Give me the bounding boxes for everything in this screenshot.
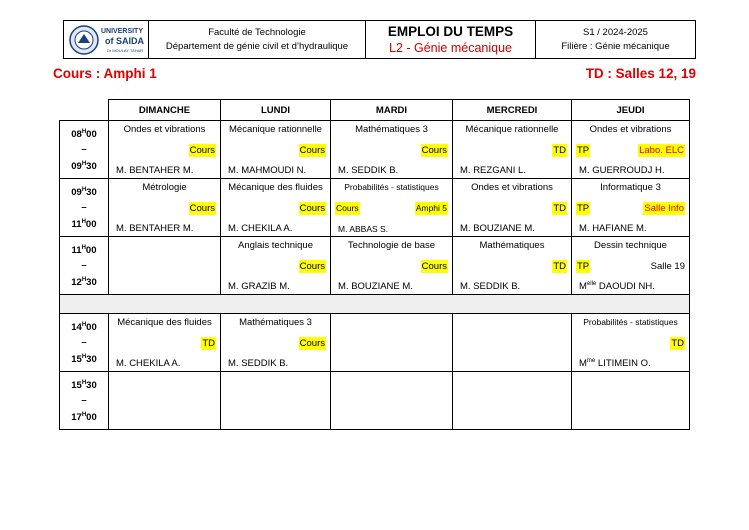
- subject: Probabilités - statistiques: [583, 317, 678, 327]
- session-type-badge: Cours: [299, 261, 325, 272]
- department-name: Département de génie civil et d’hydraulique: [165, 40, 349, 52]
- subject: Informatique 3: [600, 182, 661, 193]
- page-subtitle: L2 - Génie mécanique: [389, 40, 512, 55]
- empty-cell: [221, 372, 331, 430]
- room-label: Salle 19: [650, 261, 685, 272]
- day-header: MARDI: [331, 100, 453, 121]
- day-header: JEUDI: [572, 100, 690, 121]
- subject: Probabilités - statistiques: [344, 182, 439, 192]
- time-slot-row: [60, 121, 690, 179]
- corner-cell: [60, 100, 109, 121]
- class-cell: [221, 237, 331, 295]
- class-cell: [221, 179, 331, 237]
- empty-cell: [331, 314, 453, 372]
- university-seal-icon: [67, 23, 145, 57]
- subject: Anglais technique: [238, 240, 313, 251]
- empty-cell: [453, 372, 572, 430]
- class-cell: [221, 314, 331, 372]
- time-slot-row: [60, 314, 690, 372]
- teacher: M. MAHMOUDI N.: [228, 165, 307, 176]
- teacher: M. REZGANI L.: [460, 165, 526, 176]
- faculty-name: Faculté de Technologie: [208, 26, 306, 38]
- class-cell: [109, 121, 221, 179]
- teacher: $M^{elle}$ DAOUDI NH.: [579, 280, 655, 292]
- subject: Mathématiques: [479, 240, 545, 251]
- room-badge: Salle Info: [644, 203, 684, 214]
- session-type-badge: Cours: [189, 145, 215, 156]
- subject: Mécanique rationnelle: [229, 124, 322, 135]
- subject: Mécanique des fluides: [228, 182, 323, 193]
- session-type-badge: Cours: [421, 261, 447, 272]
- break-cell: [60, 295, 690, 314]
- session-type-badge: TD: [202, 338, 215, 349]
- time-slot-row: [60, 372, 690, 430]
- subject: Métrologie: [142, 182, 187, 193]
- class-cell: [453, 179, 572, 237]
- empty-cell: [331, 372, 453, 430]
- class-cell: [109, 179, 221, 237]
- day-header-row: [60, 100, 690, 121]
- room-badge: Amphi 5: [415, 203, 447, 213]
- session-type-badge: Cours: [299, 338, 325, 349]
- subject: Dessin technique: [594, 240, 667, 251]
- class-cell: [453, 121, 572, 179]
- class-cell: [331, 237, 453, 295]
- teacher: M. GRAZIB M.: [228, 281, 290, 292]
- teacher: M. CHEKILA A.: [116, 358, 181, 369]
- svg-text:of SAIDA: of SAIDA: [105, 35, 144, 46]
- teacher: M. CHEKILA A.: [228, 223, 293, 234]
- session-type-badge: Cours: [421, 145, 447, 156]
- time-slot-row: [60, 179, 690, 237]
- session-type-badge: TD: [553, 203, 566, 214]
- header-block: [63, 20, 696, 59]
- teacher: M. BENTAHER M.: [116, 223, 194, 234]
- teacher: M. ABBAS S.: [338, 224, 389, 234]
- teacher: M. SEDDIK B.: [338, 165, 399, 176]
- time-cell: $15^H30$ – $17^H00$: [60, 372, 109, 430]
- class-cell: [221, 121, 331, 179]
- teacher: M. HAFIANE M.: [579, 223, 647, 234]
- session-type-badge: Cours: [336, 203, 359, 213]
- session-type-badge: TD: [553, 145, 566, 156]
- semester: S1 / 2024-2025: [583, 26, 648, 38]
- room-badge: Labo. ELC: [639, 145, 684, 156]
- svg-text:UNIVERSITY: UNIVERSITY: [101, 27, 144, 35]
- class-cell: [109, 314, 221, 372]
- class-cell: [572, 121, 690, 179]
- session-type-badge: TP: [577, 203, 590, 214]
- teacher: M. BOUZIANE M.: [338, 281, 413, 292]
- svg-text:Dr MOULAY TAHAR: Dr MOULAY TAHAR: [107, 47, 144, 53]
- day-header: LUNDI: [221, 100, 331, 121]
- session-type-badge: TD: [671, 338, 684, 349]
- teacher: M. GUERROUDJ H.: [579, 165, 665, 176]
- subject: Mécanique rationnelle: [465, 124, 559, 135]
- class-cell: [453, 237, 572, 295]
- time-cell: $08^H00$ – $09^H30$: [60, 121, 109, 179]
- timetable: [59, 99, 690, 430]
- teacher: M. SEDDIK B.: [460, 281, 521, 292]
- class-cell: [572, 179, 690, 237]
- empty-cell: [109, 372, 221, 430]
- td-location: TD : Salles 12, 19: [585, 66, 696, 81]
- university-logo: [64, 21, 149, 58]
- cours-location: Cours : Amphi 1: [53, 66, 157, 81]
- class-cell: [331, 121, 453, 179]
- subject: Mathématiques 3: [239, 317, 312, 328]
- subject: Ondes et vibrations: [471, 182, 553, 193]
- class-cell: [572, 237, 690, 295]
- break-row: [60, 295, 690, 314]
- session-type-badge: Cours: [299, 145, 325, 156]
- time-cell: $09^H30$ – $11^H00$: [60, 179, 109, 237]
- empty-cell: [109, 237, 221, 295]
- class-cell: [572, 314, 690, 372]
- session-type-badge: TP: [577, 261, 590, 272]
- time-cell: $11^H00$ – $12^H30$: [60, 237, 109, 295]
- session-type-badge: Cours: [299, 203, 325, 214]
- teacher: $M^{me}$ LITIMEIN O.: [579, 357, 651, 369]
- subject: Mécanique des fluides: [117, 317, 212, 328]
- time-cell: $14^H00$ – $15^H30$: [60, 314, 109, 372]
- subject: Mathématiques 3: [355, 124, 428, 135]
- subject: Technologie de base: [347, 240, 436, 251]
- day-header: DIMANCHE: [109, 100, 221, 121]
- teacher: M. BOUZIANE M.: [460, 223, 535, 234]
- session-type-badge: TP: [577, 145, 590, 156]
- day-header: MERCREDI: [453, 100, 572, 121]
- time-slot-row: [60, 237, 690, 295]
- subject: Ondes et vibrations: [123, 124, 206, 135]
- session-type-badge: Cours: [189, 203, 215, 214]
- teacher: M. BENTAHER M.: [116, 165, 194, 176]
- empty-cell: [572, 372, 690, 430]
- subject: Ondes et vibrations: [589, 124, 672, 135]
- session-type-badge: TD: [553, 261, 566, 272]
- class-cell: [331, 179, 453, 237]
- empty-cell: [453, 314, 572, 372]
- page-title: EMPLOI DU TEMPS: [387, 23, 514, 39]
- filiere: Filière : Génie mécanique: [561, 40, 670, 52]
- teacher: M. SEDDIK B.: [228, 358, 289, 369]
